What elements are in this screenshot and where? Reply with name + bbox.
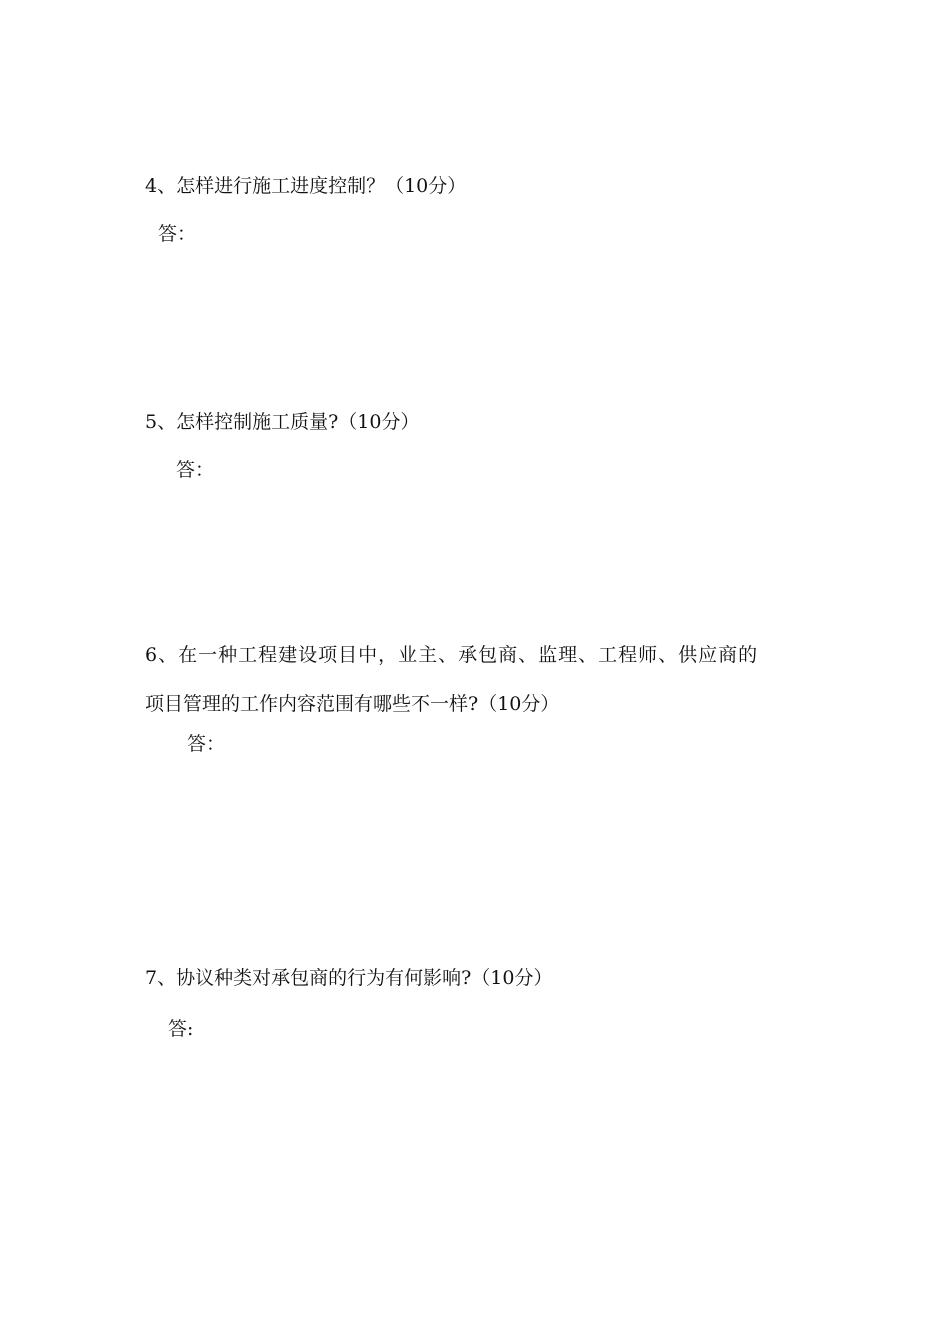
- question-7: 7、协议种类对承包商的行为有何影响?（10分）: [145, 967, 553, 989]
- question-6-line-1: 6、在一种工程建设项目中，业主、承包商、监理、工程师、供应商的: [145, 644, 759, 666]
- question-6-line-2: 项目管理的工作内容范围有哪些不一样?（10分）: [145, 693, 560, 715]
- answer-label-5: 答：: [176, 459, 215, 481]
- answer-label-6: 答：: [187, 733, 226, 755]
- answer-label-4: 答：: [158, 223, 197, 245]
- question-4: 4、怎样进行施工进度控制？（10分）: [145, 175, 467, 197]
- question-5: 5、怎样控制施工质量?（10分）: [145, 411, 420, 433]
- answer-label-7: 答:: [168, 1018, 194, 1040]
